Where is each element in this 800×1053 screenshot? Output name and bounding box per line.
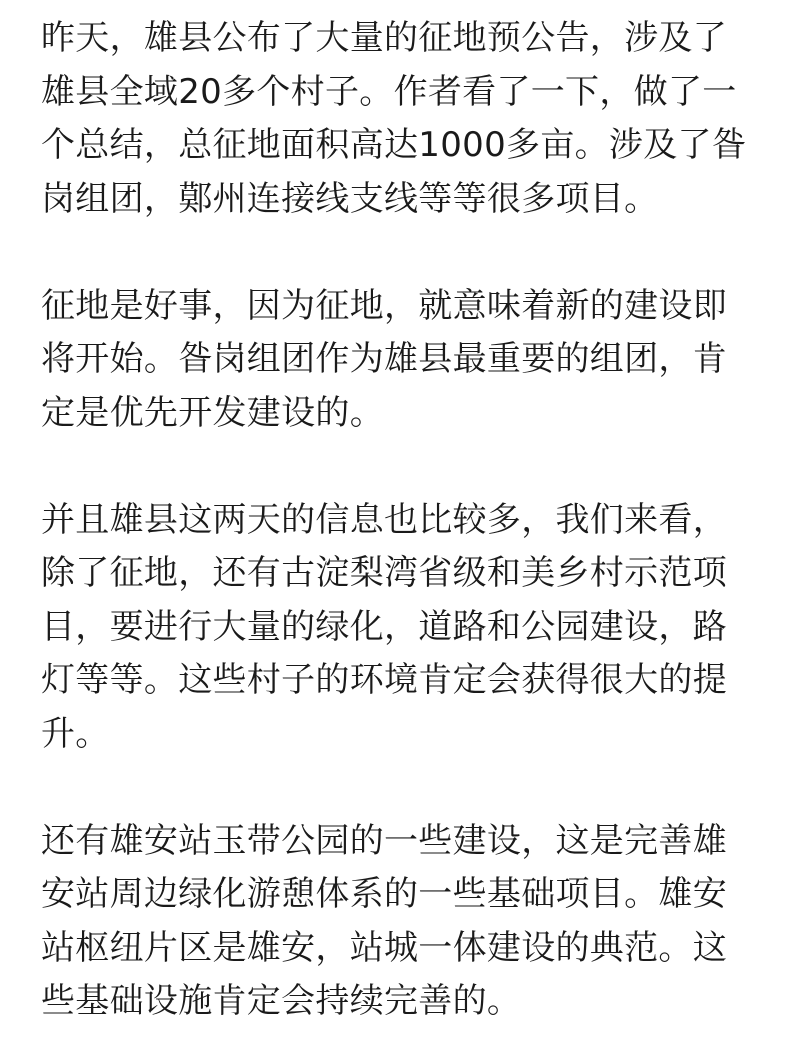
text-line: 灯等等。这些村子的环境肯定会获得很大的提 [41, 660, 727, 700]
paragraph-4 [41, 815, 770, 1029]
paragraph-spacer [41, 440, 770, 494]
text-line: 并且雄县这两天的信息也比较多，我们来看， [41, 499, 727, 540]
text-line: 升。 [41, 713, 110, 754]
paragraph-spacer [41, 226, 770, 280]
text-line: 岗组团，鄚州连接线支线等等很多项目。 [41, 178, 659, 219]
text-line: 站枢纽片区是雄安，站城一体建设的典范。这 [41, 927, 727, 968]
text-line: 昨天，雄县公布了大量的征地预公告，涉及了 [41, 18, 727, 58]
text-line: 定是优先开发建设的。 [41, 392, 384, 433]
paragraph-spacer [41, 761, 770, 815]
text-line: 还有雄安站玉带公园的一些建设，这是完善雄 [41, 820, 727, 861]
text-line: 将开始。昝岗组团作为雄县最重要的组团，肯 [41, 339, 727, 379]
text-line: 除了征地，还有古淀梨湾省级和美乡村示范项 [41, 553, 727, 593]
text-line: 安站周边绿化游憩体系的一些基础项目。雄安 [41, 874, 727, 914]
paragraph-2 [41, 280, 770, 441]
text-line: 目，要进行大量的绿化，道路和公园建设，路 [41, 606, 727, 647]
text-line: 个总结，总征地面积高达1000多亩。涉及了昝 [41, 125, 747, 165]
text-line: 征地是好事，因为征地，就意味着新的建设即 [41, 285, 727, 326]
text-line: 雄县全域20多个村子。作者看了一下，做了一 [41, 71, 737, 112]
paragraph-3 [41, 494, 770, 762]
text-line: 些基础设施肯定会持续完善的。 [41, 981, 522, 1021]
paragraph-1 [41, 12, 770, 226]
